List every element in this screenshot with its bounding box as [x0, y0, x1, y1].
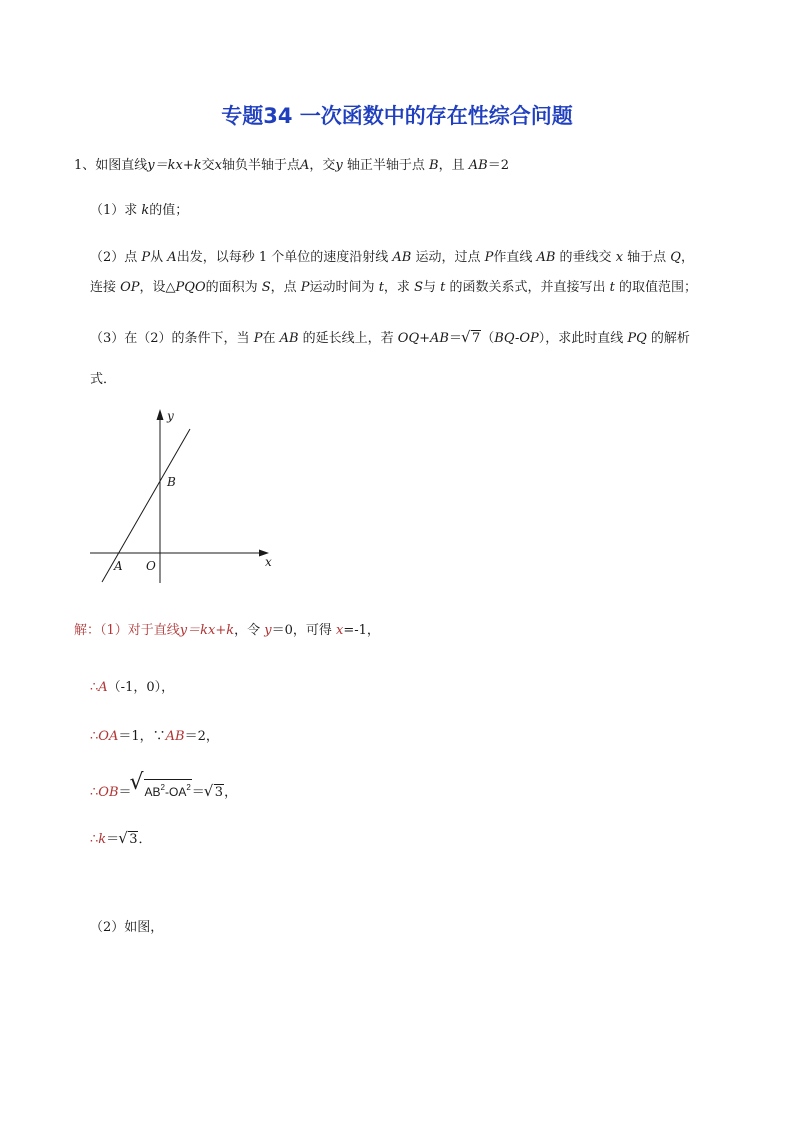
text: （3）在（2）的条件下，当 [90, 331, 254, 346]
var: Q [670, 250, 681, 265]
text: ＝2， [184, 729, 219, 744]
text: ． [138, 832, 152, 847]
var: OQ+AB [397, 331, 449, 346]
text: 轴正半轴于点 [342, 158, 430, 173]
text: 的取值范围； [614, 280, 697, 295]
var: A [98, 680, 108, 695]
text: ，且 [438, 158, 469, 173]
therefore-symbol: ∴ [90, 680, 99, 695]
var: y [335, 158, 343, 173]
text: 运动，过点 [411, 250, 485, 265]
text: ， [680, 250, 694, 265]
text: 连接 [90, 280, 121, 295]
exponent: 2 [186, 783, 191, 792]
text: 出发，以每秒 1 个单位的速度沿射线 [176, 250, 393, 265]
var: P [300, 280, 310, 295]
equation: y＝kx+k [147, 158, 202, 173]
text: ， [224, 785, 238, 800]
var: P [141, 250, 151, 265]
var: AB [392, 250, 412, 265]
var: B [429, 158, 439, 173]
text: 的延长线上，若 [298, 331, 398, 346]
text: =-1， [343, 623, 380, 638]
part-3-line-1 [90, 329, 690, 349]
var: AB [165, 729, 185, 744]
text: 交 [201, 158, 215, 173]
text: ＝1，∵ [118, 729, 166, 744]
coordinate-figure [80, 400, 290, 590]
var: AB [468, 158, 488, 173]
part-1 [90, 201, 188, 221]
var: OB [98, 785, 119, 800]
label-O: O [146, 559, 156, 573]
text: 运动时间为 [309, 280, 379, 295]
text: 解：（1）对于直线 [74, 623, 180, 638]
solution-step-5 [90, 830, 151, 850]
solution-step-3 [90, 727, 219, 747]
equation: y＝kx+k [179, 623, 235, 638]
text: 如图直线 [95, 158, 148, 173]
var: t [440, 280, 446, 295]
solution-step-2 [90, 678, 174, 698]
exponent: 2 [160, 783, 165, 792]
text: ，设△ [139, 280, 176, 295]
text: ，点 [270, 280, 301, 295]
therefore-symbol: ∴ [90, 729, 99, 744]
part-2-line-2 [90, 278, 697, 298]
text: 轴负半轴于点 [221, 158, 300, 173]
text: 的垂线交 [555, 250, 616, 265]
sqrt-3 [205, 783, 224, 803]
term: AB [144, 785, 161, 799]
sqrt-ab2-oa2 [132, 779, 192, 803]
sqrt-3 [119, 830, 138, 850]
var: PQ [627, 331, 647, 346]
text: 轴于点 [623, 250, 671, 265]
therefore-symbol: ∴ [90, 832, 99, 847]
solution-step-1 [74, 621, 380, 641]
var: x [615, 250, 624, 265]
var: t [609, 280, 615, 295]
var: AB [279, 331, 299, 346]
text: 从 [150, 250, 168, 265]
label-y: y [167, 409, 174, 423]
radicand: 3 [129, 832, 138, 847]
solution-part-2: （2）如图， [90, 920, 164, 935]
var: P [484, 250, 494, 265]
var: k [98, 832, 107, 847]
var: S [261, 280, 271, 295]
var: t [378, 280, 384, 295]
text: ＝ [118, 785, 132, 800]
text: ，求 [383, 280, 415, 295]
var: BQ-OP [494, 331, 539, 346]
text: 的面积为 [205, 280, 262, 295]
var: S [414, 280, 423, 295]
sqrt-7 [462, 329, 481, 349]
therefore-symbol: ∴ [90, 785, 99, 800]
text: 与 [422, 280, 441, 295]
text: ＝ [191, 785, 205, 800]
part-3-line-2: 式． [90, 372, 117, 387]
text: （ [481, 331, 495, 346]
var: A [300, 158, 310, 173]
text: ＝ [106, 832, 120, 847]
var: AB [536, 250, 556, 265]
radicand: 3 [214, 785, 224, 800]
text: （-1，0）， [107, 680, 175, 695]
page-title: 专题34 一次函数中的存在性综合问题 [221, 104, 573, 128]
problem-statement [74, 156, 509, 176]
text: ＝0，可得 [271, 623, 337, 638]
var: k [141, 203, 150, 218]
var: OA [98, 729, 119, 744]
text: ，令 [234, 623, 265, 638]
text: （2）点 [90, 250, 142, 265]
text: 的解析 [646, 331, 690, 346]
text: （1）求 [90, 203, 142, 218]
text: ，交 [309, 158, 336, 173]
var: P [253, 331, 263, 346]
problem-number: 1、 [74, 158, 96, 173]
var: PQO [175, 280, 206, 295]
solution-step-4 [90, 779, 237, 803]
label-x: x [265, 555, 272, 569]
term: -OA [164, 785, 187, 799]
text: 的值； [149, 203, 189, 218]
part-2-line-1 [90, 248, 694, 268]
y-axis-arrow [157, 409, 164, 420]
var: x [214, 158, 222, 173]
text: ＝ [448, 331, 462, 346]
label-A: A [114, 559, 123, 573]
radicand: 7 [471, 331, 481, 346]
var: y [264, 623, 272, 638]
text: 的函数关系式，并直接写出 [445, 280, 610, 295]
label-B: B [167, 475, 176, 489]
text: ），求此时直线 [538, 331, 628, 346]
var: A [167, 250, 177, 265]
text: ＝2 [487, 158, 509, 173]
var: OP [120, 280, 140, 295]
text: 在 [262, 331, 280, 346]
text: 作直线 [493, 250, 537, 265]
var: x [336, 623, 344, 638]
